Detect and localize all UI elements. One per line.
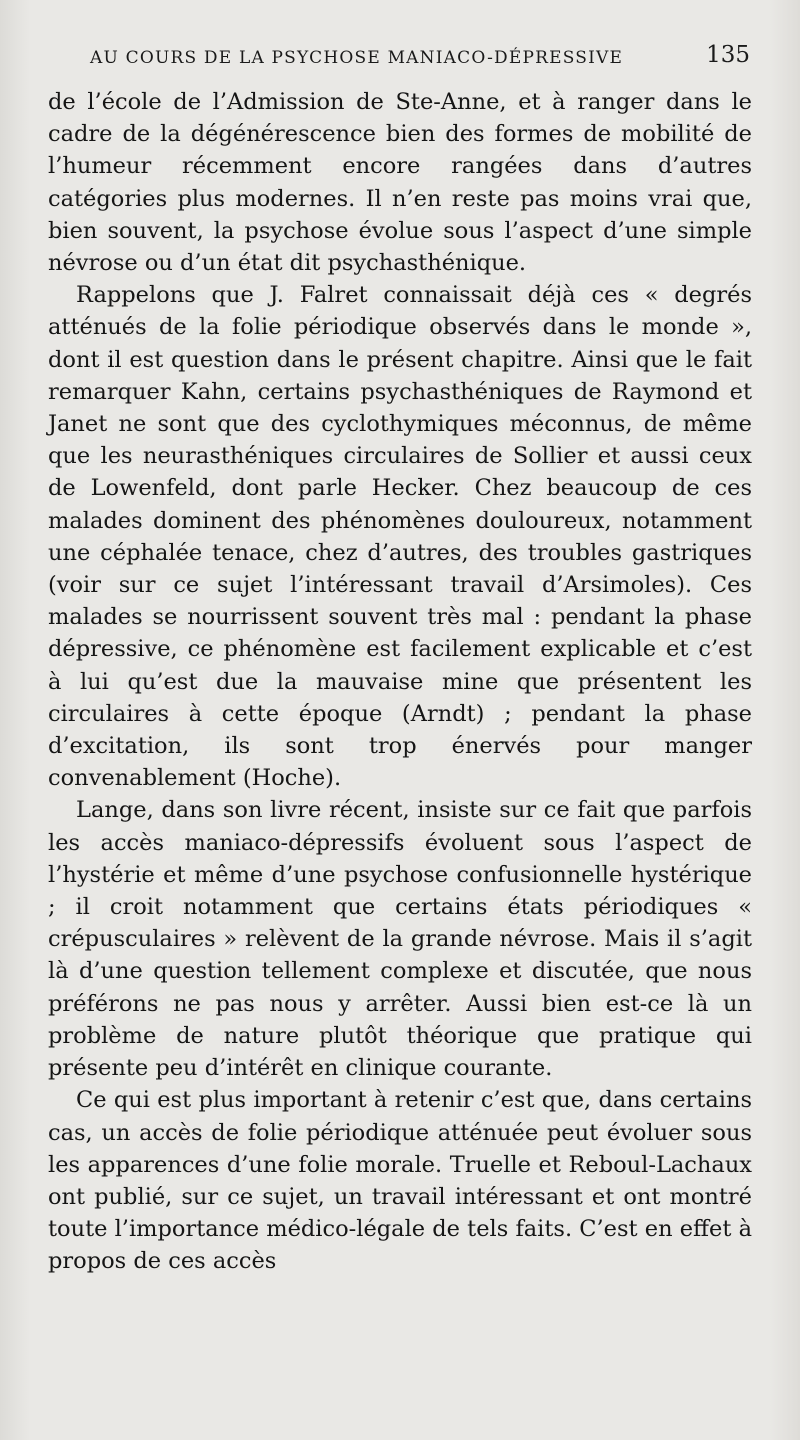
paragraph-lange: Lange, dans son livre récent, insiste sur ce fait que parfois les accès maniaco-dépressifs évoluent sous l’aspect de l’hystérie et même d’une psychose confusionnelle hystérique ; il croit notamment que certains états périodiques « crépusculaires » relèvent de la grande névrose. Mais il s’agit là d’une question tellement complexe et discutée, que nous préférons ne pas nous y arrêter. Aussi bien est-ce là un problème de nature plutôt théorique que pratique qui présente peu d’intérêt en clinique courante. [48, 797, 752, 1082]
running-title: AU COURS DE LA PSYCHOSE MANIACO-DÉPRESSIVE [90, 48, 624, 68]
running-header [90, 40, 750, 74]
paragraph-folie-morale: Ce qui est plus important à retenir c’est que, dans certains cas, un accès de folie périodique atténuée peut évoluer sous les apparences d’une folie morale. Truelle et Reboul-Lachaux ont publié, sur ce sujet, un travail intéressant et ont montré toute l’importance médico-légale de tels faits. C’est en effet à propos de ces accès [48, 1087, 752, 1275]
page-number: 135 [706, 42, 750, 68]
paragraph-falret: Rappelons que J. Falret connaissait déjà ces « degrés atténués de la folie périodique observés dans le monde », dont il est question dans le présent chapitre. Ainsi que le fait remarquer Kahn, certains psychasthéniques de Raymond et Janet ne sont que des cyclothymiques méconnus, de même que les neurasthéniques circulaires de Sollier et aussi ceux de Lowenfeld, dont parle Hecker. Chez beaucoup de ces malades dominent des phénomènes douloureux, notamment une céphalée tenace, chez d’autres, des troubles gastriques (voir sur ce sujet l’intéressant travail d’Arsimoles). Ces malades se nourrissent souvent très mal : pendant la phase dépressive, ce phénomène est facilement explicable et c’est à lui qu’est due la mauvaise mine que présentent les circulaires à cette époque (Arndt) ; pendant la phase d’excitation, ils sont trop énervés pour manger convenablement (Hoche). [48, 282, 752, 792]
paragraph-continuation: de l’école de l’Admission de Ste-Anne, et à ranger dans le cadre de la dégénérescence bien des formes de mobilité de l’humeur récemment encore rangées dans d’autres catégories plus modernes. Il n’en reste pas moins vrai que, bien souvent, la psychose évolue sous l’aspect d’une simple névrose ou d’un état dit psychasthénique. [48, 89, 752, 277]
body-text [48, 86, 752, 1278]
